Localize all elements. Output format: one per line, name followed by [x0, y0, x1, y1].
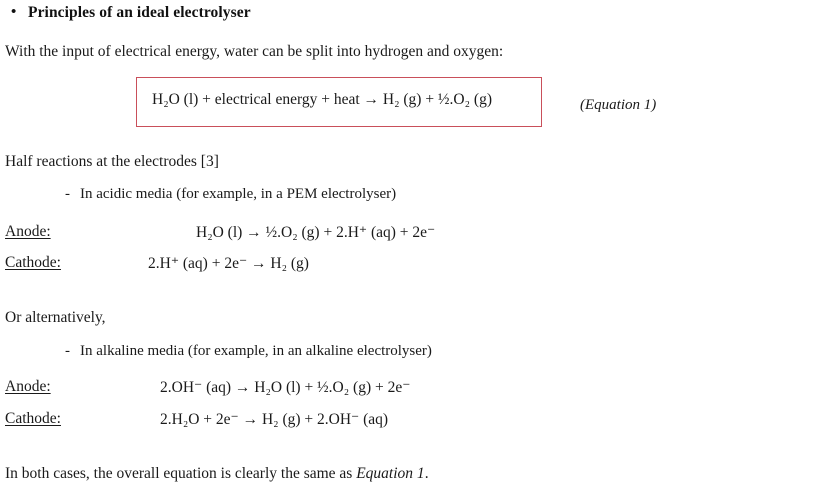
dash-icon: - — [65, 186, 70, 202]
alkaline-anode-equation: 2.OH⁻ (aq) → H₂O (l) + ½.O₂ (g) + 2e⁻ — [160, 379, 411, 396]
alkaline-anode-label: Anode: — [5, 378, 51, 395]
final-note — [5, 465, 429, 483]
page-title — [11, 4, 251, 22]
dash-icon: - — [65, 343, 70, 359]
half-reactions-heading: Half reactions at the electrodes [3] — [5, 153, 219, 170]
acidic-media-subheading — [65, 186, 397, 203]
alkaline-media-subheading — [65, 343, 432, 360]
equation-label: (Equation 1) — [580, 97, 657, 113]
acidic-media-text: In acidic media (for example, in a PEM electrolyser) — [80, 186, 397, 202]
final-note-emphasis: Equation 1 — [356, 465, 425, 482]
intro-paragraph: With the input of electrical energy, water can be split into hydrogen and oxygen: — [5, 43, 504, 60]
final-note-suffix: . — [424, 465, 429, 482]
alkaline-cathode-label: Cathode: — [5, 410, 61, 427]
alkaline-cathode-equation: 2.H₂O + 2e⁻ → H₂ (g) + 2.OH⁻ (aq) — [160, 411, 389, 428]
or-alternatively-text: Or alternatively, — [5, 309, 106, 326]
page-title-text: Principles of an ideal electrolyser — [28, 4, 251, 21]
acidic-cathode-label: Cathode: — [5, 254, 61, 271]
bullet-icon: • — [11, 4, 17, 20]
final-note-prefix: In both cases, the overall equation is clearly the same as — [5, 465, 357, 482]
acidic-anode-equation: H₂O (l) → ½.O₂ (g) + 2.H⁺ (aq) + 2e⁻ — [196, 224, 436, 241]
equation-box-text: H₂O (l) + electrical energy + heat → H₂ (g) + ½.O₂ (g) — [152, 91, 492, 108]
alkaline-media-text: In alkaline media (for example, in an alkaline electrolyser) — [80, 343, 432, 359]
acidic-cathode-equation: 2.H⁺ (aq) + 2e⁻ → H₂ (g) — [148, 255, 309, 272]
equation-box — [136, 77, 542, 127]
acidic-anode-label: Anode: — [5, 223, 51, 240]
